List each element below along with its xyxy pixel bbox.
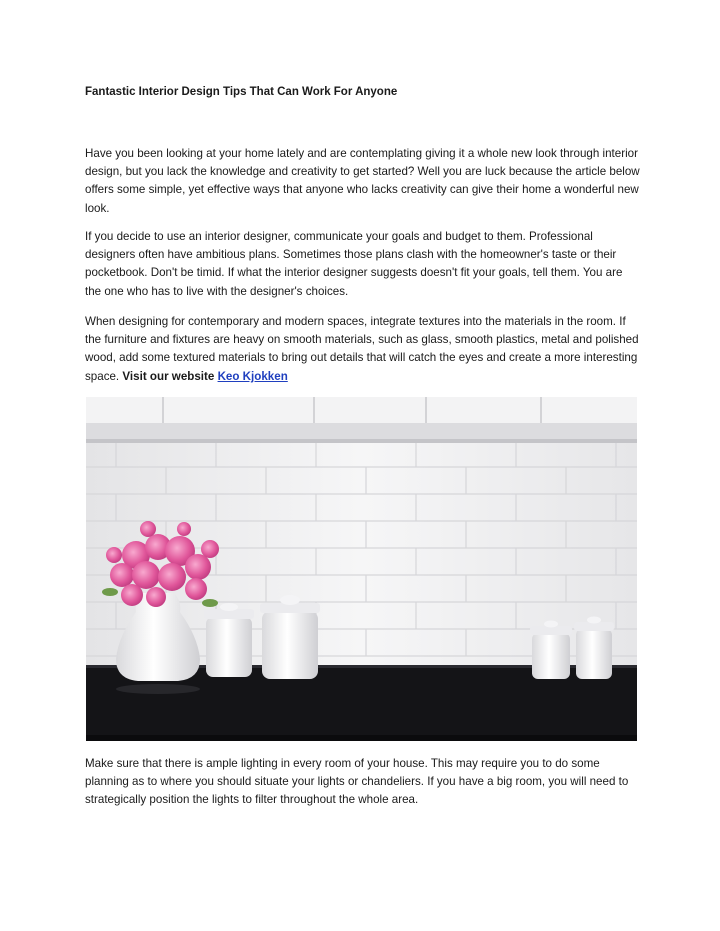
cta-text: Visit our website <box>122 369 215 383</box>
website-link[interactable]: Keo Kjokken <box>217 369 288 383</box>
paragraph-textures-text: When designing for contemporary and modern spaces, integrate textures into the materials in the room. If the furniture and fixtures are heavy on smooth materials, such as glass, smooth plastics, metal and polished wood, add some textured materials to bring out details that will catch the eyes and create a more interesting space. <box>85 315 639 383</box>
document-title: Fantastic Interior Design Tips That Can Work For Anyone <box>85 86 398 98</box>
paragraph-textures <box>85 313 640 386</box>
paragraph-intro: Have you been looking at your home lately and are contemplating giving it a whole new look through interior design, but you lack the knowledge and creativity to get started? Well you are luck because the article below offers some simple, yet effective ways that anyone who lacks creativity can give their home a wonderful new look. <box>85 147 640 215</box>
paragraph-lighting: Make sure that there is ample lighting in every room of your house. This may require you to do some planning as to where you should situate your lights or chandeliers. If you have a big room, you will need to strategically position the lights to filter throughout the whole area. <box>85 757 629 807</box>
paragraph-designer: If you decide to use an interior designer, communicate your goals and budget to them. Professional designers often have ambitious plans. Sometimes those plans clash with the homeowner's taste or their pocketbook. Don't be timid. If what the interior designer suggests doesn't fit your goals, tell them. You are the one who has to live with the designer's choices. <box>85 230 623 298</box>
kitchen-photo <box>86 397 637 741</box>
